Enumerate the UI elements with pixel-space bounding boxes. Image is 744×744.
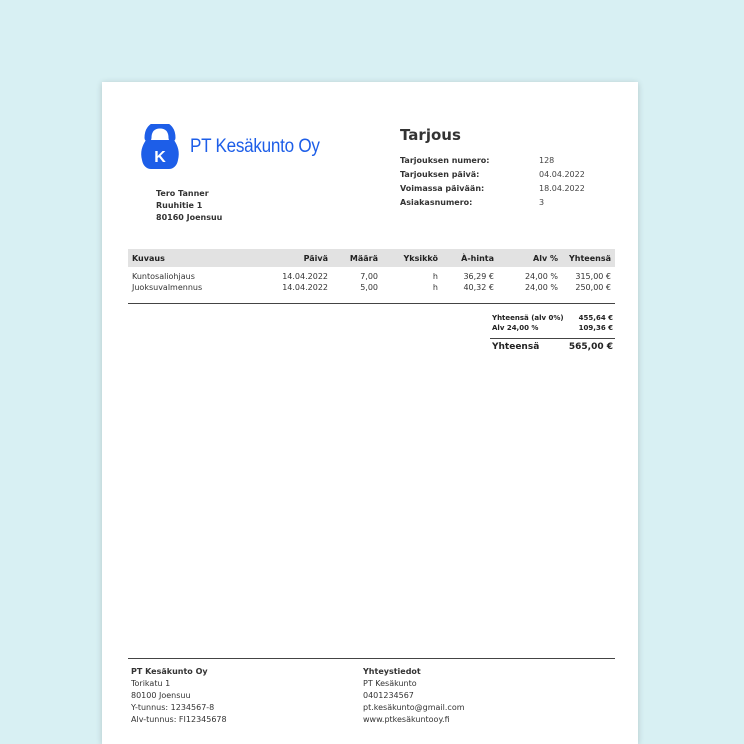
footer-line: Torikatu 1	[131, 679, 171, 688]
cell-unit-price: 36,29 €	[463, 272, 494, 281]
col-unit: Yksikkö	[382, 249, 442, 267]
customer-name: Tero Tanner	[156, 189, 209, 198]
cell-description: Kuntosaliohjaus	[132, 272, 195, 281]
net-total-label: Yhteensä (alv 0%)	[492, 314, 564, 322]
grand-total-value: 565,00 €	[568, 342, 613, 352]
net-total-row	[492, 313, 613, 323]
footer-company-info	[131, 666, 227, 726]
cell-quantity: 5,00	[360, 283, 378, 292]
table-header-row	[128, 249, 615, 267]
meta-row	[400, 167, 585, 181]
cell-unit: h	[432, 283, 438, 292]
meta-label: Tarjouksen päivä:	[400, 169, 480, 179]
meta-value: 04.04.2022	[539, 169, 585, 179]
col-vat: Alv %	[498, 249, 562, 267]
quote-document	[102, 82, 638, 744]
cell-description: Juoksuvalmennus	[132, 283, 203, 292]
meta-row	[400, 181, 585, 195]
meta-value: 128	[539, 155, 555, 165]
footer-company-title: PT Kesäkunto Oy	[131, 667, 208, 676]
footer-line: Alv-tunnus: FI12345678	[131, 715, 227, 724]
cell-total: 250,00 €	[575, 283, 611, 292]
kettlebell-icon	[140, 124, 180, 170]
col-unit-price: À-hinta	[442, 249, 498, 267]
footer-line: Y-tunnus: 1234567-8	[131, 703, 215, 712]
document-title: Tarjous	[400, 126, 461, 144]
cell-total: 315,00 €	[575, 272, 611, 281]
grand-total-label: Yhteensä	[492, 342, 540, 352]
logo-letter: K	[154, 149, 166, 166]
col-date: Päivä	[234, 249, 332, 267]
line-items-table	[128, 249, 615, 293]
meta-value: 3	[539, 197, 545, 207]
table-row	[128, 267, 615, 282]
vat-total-row	[492, 323, 613, 333]
meta-label: Tarjouksen numero:	[400, 155, 490, 165]
cell-date: 14.04.2022	[282, 272, 328, 281]
footer-contact-title: Yhteystiedot	[363, 667, 421, 676]
footer-contact-info	[363, 666, 465, 726]
col-total: Yhteensä	[562, 249, 615, 267]
cell-unit-price: 40,32 €	[463, 283, 494, 292]
meta-label: Voimassa päivään:	[400, 183, 485, 193]
footer-line: PT Kesäkunto	[363, 679, 417, 688]
vat-total-label: Alv 24,00 %	[492, 324, 539, 332]
footer-line: 80100 Joensuu	[131, 691, 191, 700]
company-logo	[140, 124, 334, 170]
cell-date: 14.04.2022	[282, 283, 328, 292]
meta-label: Asiakasnumero:	[400, 197, 473, 207]
totals-summary	[492, 313, 613, 333]
cell-quantity: 7,00	[360, 272, 378, 281]
table-divider	[128, 303, 615, 304]
footer-line: www.ptkesäkuntooy.fi	[363, 715, 450, 724]
customer-city: 80160 Joensuu	[156, 213, 223, 222]
footer-line: 0401234567	[363, 691, 414, 700]
cell-vat: 24,00 %	[524, 283, 558, 292]
table-row	[128, 282, 615, 293]
col-description: Kuvaus	[128, 249, 234, 267]
col-quantity: Määrä	[332, 249, 382, 267]
cell-vat: 24,00 %	[524, 272, 558, 281]
company-name: PT Kesäkunto Oy	[190, 136, 320, 157]
footer-line: pt.kesäkunto@gmail.com	[363, 703, 465, 712]
meta-row	[400, 153, 585, 167]
customer-street: Ruuhitie 1	[156, 201, 203, 210]
customer-address	[156, 188, 222, 224]
grand-total-row	[490, 338, 615, 352]
cell-unit: h	[432, 272, 438, 281]
net-total-value: 455,64 €	[578, 314, 613, 322]
vat-total-value: 109,36 €	[578, 324, 613, 332]
meta-value: 18.04.2022	[539, 183, 585, 193]
document-meta	[400, 153, 585, 209]
meta-row	[400, 195, 585, 209]
footer-divider	[128, 658, 615, 659]
